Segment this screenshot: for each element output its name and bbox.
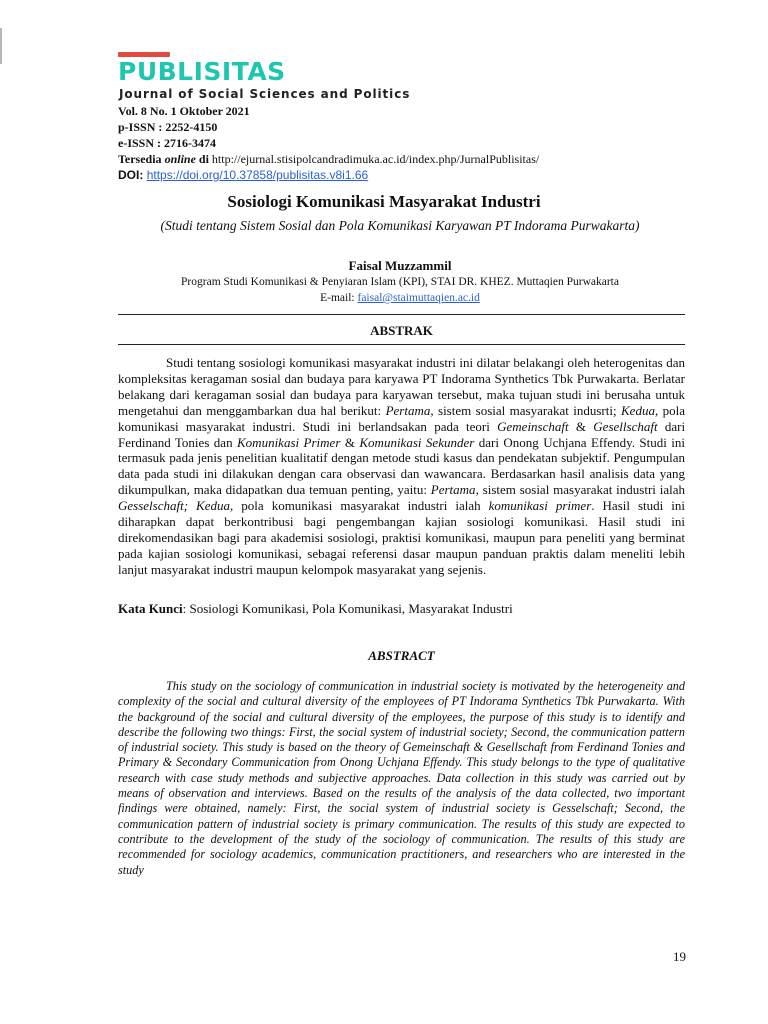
doi-link[interactable]: https://doi.org/10.37858/publisitas.v8i1.66 (146, 168, 369, 182)
author-name: Faisal Muzzammil (348, 258, 452, 273)
abstrak-italic: Komunikasi Sekunder (359, 434, 475, 450)
abstrak-top-rule (118, 314, 685, 315)
abstrak-text: , sistem sosial masyarakat industri ialah (475, 482, 686, 498)
abstrak-italic: Gemeinschaft (497, 418, 569, 434)
e-issn: e-ISSN : 2716-3474 (118, 136, 216, 150)
abstrak-italic: Pertama (385, 402, 431, 418)
abstrak-text: pola komunikasi masyarakat industri ialah (241, 498, 481, 514)
abstrak-italic: Komunikasi Primer (237, 434, 341, 450)
journal-logo: PUBLISITAS (118, 57, 286, 86)
article-subtitle: (Studi tentang Sistem Sosial dan Pola Komunikasi Karyawan PT Indorama Purwakarta) (160, 218, 640, 233)
keywords-label: Kata Kunci (118, 601, 183, 616)
abstrak-text: . Hasil studi ini diharapkan dapat berkontribusi bagi pengembangan kajian sosiologi komunikasi. Hasil studi ini direkomendasikan bagi para akademisi sosiologi, praktisi komunikasi, maupun para peneliti yang berminat pada kajian sosiologi komunikasi, sebagai referensi dasar maupun panduan praktis dalam meneliti lebih lanjut masyarakat industri maupun kelompok masyarakat yang sejenis. (118, 498, 686, 577)
available-di: di (198, 152, 209, 166)
abstrak-paragraph (118, 355, 685, 578)
volume-info: Vol. 8 No. 1 Oktober 2021 (118, 104, 250, 118)
journal-meta (118, 103, 539, 183)
abstrak-italic: komunikasi primer (488, 498, 592, 514)
journal-url-link[interactable]: http://ejurnal.stisipolcandradimuka.ac.id/index.php/JurnalPublisitas/ (211, 152, 540, 166)
abstrak-italic: Kedua (621, 402, 655, 418)
author-email-line (0, 292, 768, 304)
abstract-paragraph: This study on the sociology of communication in industrial society is motivated by the heterogeneity and complexity of the social and cultural diversity of the employees of PT Indorama Synthetics Tbk Purwakarta. With the background of the social and cultural diversity of the employees, the purpose of this study is to identify and describe the following two things: First, the social system of industrial society; Second, the communication pattern of industrial society. This study is based on the theory of Gemeinschaft & Gesellschaft from Ferdinand Tonies and Primary & Secondary Communication from Onong Uchjana Effendy. This study belongs to the type of qualitative research with case study methods and subjective approaches. Data collection in this study was carried out by means of observation and interviews. Based on the results of the analysis of the data collected, two important findings were obtained, namely: First, the social system of industrial society is Gesselschaft; Second, the communication pattern of industrial society is primary communication. The results of this study are expected to contribute to the development of the study of the sociology of communication. The results of this study are recommended for sociology academics, communication practitioners, and researchers who are interested in the study (118, 679, 685, 877)
availability-line (118, 151, 539, 167)
email-link[interactable]: faisal@staimuttaqien.ac.id (357, 292, 480, 304)
p-issn: p-ISSN : 2252-4150 (118, 120, 218, 134)
abstrak-italic: Gesellschaft (593, 418, 658, 434)
keywords-line (118, 601, 685, 617)
author-affiliation: Program Studi Komunikasi & Penyiaran Islam (KPI), STAI DR. KHEZ. Muttaqien Purwakarta (181, 276, 619, 288)
doi-line (118, 167, 539, 183)
abstrak-heading: ABSTRAK (370, 323, 433, 338)
available-online: online (164, 152, 196, 166)
keywords-text: : Sosiologi Komunikasi, Pola Komunikasi, Masyarakat Industri (182, 601, 513, 616)
abstract-heading: ABSTRACT (368, 648, 435, 663)
abstrak-text: dari Ferdinand Tonies dan (118, 418, 686, 450)
abstrak-bottom-rule (118, 344, 685, 345)
available-prefix: Tersedia (118, 152, 162, 166)
abstrak-italic: Pertama (430, 482, 476, 498)
abstrak-italic: Gesselschaft; Kedua, (118, 498, 234, 514)
doi-label: DOI: (118, 168, 144, 182)
email-label: E-mail: (320, 292, 355, 304)
journal-name: Journal of Social Sciences and Politics (119, 87, 411, 101)
article-title: Sosiologi Komunikasi Masyarakat Industri (227, 192, 541, 211)
page-edge-line (0, 28, 2, 64)
abstrak-text: & (575, 418, 587, 434)
abstrak-text: & (344, 434, 355, 450)
abstrak-text: , pola komunikasi masyarakat industri. Studi ini berlandsakan pada teori (118, 402, 685, 434)
abstrak-text: dari Onong Uchjana Effendy. Studi ini termasuk pada jenis penelitian kualitatif dengan metode studi kasus dan pendekatan subjektif. Pengumpulan data pada studi ini dilakukan dengan cara observasi dan wawancara. Berdasarkan hasil analisis data yang dikumpulkan, maka didapatkan dua temuan penting, yaitu: (118, 434, 686, 498)
abstrak-text: , sistem sosial masyarakat indusrti; (430, 402, 617, 418)
abstrak-text: Studi tentang sosiologi komunikasi masyarakat industri ini dilatar belakangi oleh heterogenitas dan kompleksitas keragaman sosial dan budaya para karyawa PT Indorama Synthetics Tbk Purwakarta. Berlatar belakang dari keragaman sosial dan budaya para karyawan tersebut, maka tujuan studi ini berusaha untuk mengetahui dan menggambarkan dua hal berikut: (118, 355, 685, 418)
page-number: 19 (673, 949, 686, 964)
